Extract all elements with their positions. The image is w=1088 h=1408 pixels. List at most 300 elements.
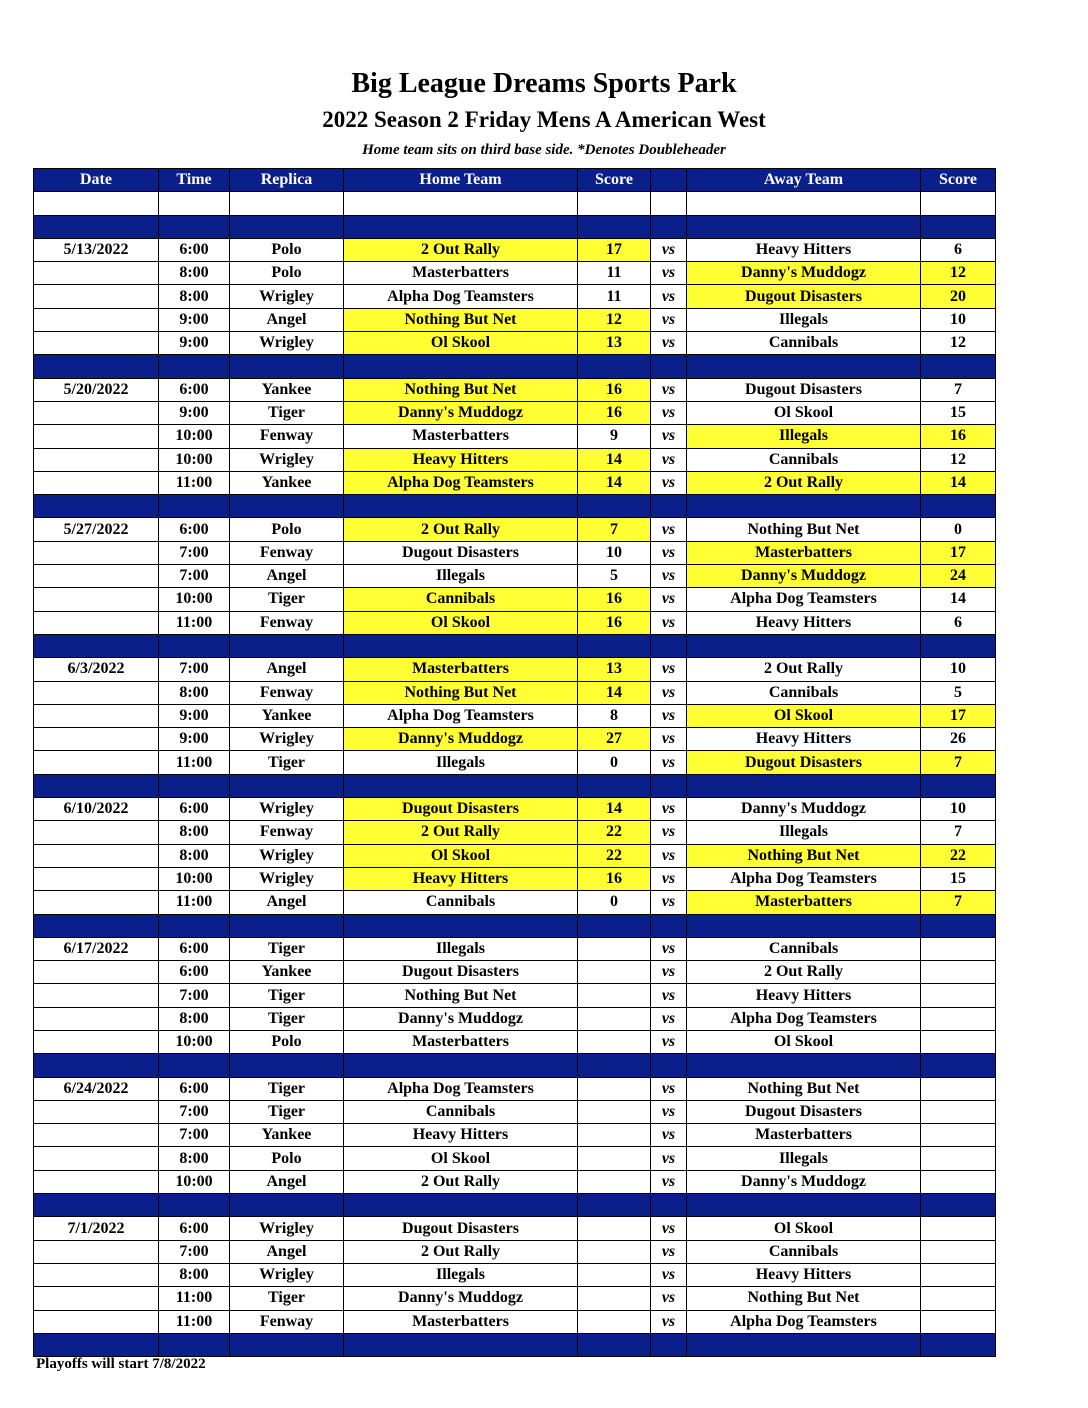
game-replica: Tiger xyxy=(230,1077,344,1100)
game-replica: Wrigley xyxy=(230,285,344,308)
game-replica: Fenway xyxy=(230,425,344,448)
away-score xyxy=(921,1287,996,1310)
col-home-team: Home Team xyxy=(344,169,578,192)
vs-label: vs xyxy=(651,1310,687,1333)
away-team: Illegals xyxy=(687,425,921,448)
game-date xyxy=(34,681,159,704)
away-team: Heavy Hitters xyxy=(687,728,921,751)
band-cell xyxy=(687,355,921,378)
game-row xyxy=(34,1007,996,1030)
home-score: 16 xyxy=(578,867,651,890)
vs-label: vs xyxy=(651,401,687,424)
game-row xyxy=(34,518,996,541)
game-replica: Fenway xyxy=(230,821,344,844)
page-subtitle: 2022 Season 2 Friday Mens A American West xyxy=(322,107,766,132)
away-team: Illegals xyxy=(687,308,921,331)
home-team: Alpha Dog Teamsters xyxy=(344,471,578,494)
home-team: Danny's Muddogz xyxy=(344,1287,578,1310)
vs-label: vs xyxy=(651,238,687,261)
band-cell xyxy=(687,774,921,797)
band-cell xyxy=(159,1054,230,1077)
home-team: Nothing But Net xyxy=(344,681,578,704)
game-replica: Wrigley xyxy=(230,728,344,751)
home-score: 13 xyxy=(578,332,651,355)
vs-label: vs xyxy=(651,541,687,564)
away-score xyxy=(921,1007,996,1030)
game-replica: Polo xyxy=(230,1147,344,1170)
game-row xyxy=(34,681,996,704)
band-cell xyxy=(651,495,687,518)
game-date xyxy=(34,425,159,448)
away-team: Illegals xyxy=(687,1147,921,1170)
game-time: 10:00 xyxy=(159,588,230,611)
game-row xyxy=(34,751,996,774)
away-team: Masterbatters xyxy=(687,541,921,564)
game-date xyxy=(34,1170,159,1193)
game-row xyxy=(34,332,996,355)
vs-label: vs xyxy=(651,285,687,308)
home-team: Dugout Disasters xyxy=(344,961,578,984)
game-replica: Yankee xyxy=(230,378,344,401)
game-row xyxy=(34,401,996,424)
game-time: 9:00 xyxy=(159,728,230,751)
game-time: 11:00 xyxy=(159,611,230,634)
vs-label: vs xyxy=(651,937,687,960)
away-team: Danny's Muddogz xyxy=(687,262,921,285)
game-replica: Polo xyxy=(230,518,344,541)
home-score: 16 xyxy=(578,378,651,401)
blank-cell xyxy=(159,192,230,215)
game-date xyxy=(34,308,159,331)
vs-label: vs xyxy=(651,518,687,541)
game-time: 7:00 xyxy=(159,658,230,681)
away-team: Cannibals xyxy=(687,448,921,471)
game-row xyxy=(34,285,996,308)
home-score: 7 xyxy=(578,518,651,541)
game-date xyxy=(34,844,159,867)
home-team: Danny's Muddogz xyxy=(344,1007,578,1030)
home-team: Danny's Muddogz xyxy=(344,728,578,751)
game-row xyxy=(34,704,996,727)
blank-cell xyxy=(34,192,159,215)
band-cell xyxy=(578,1194,651,1217)
game-row xyxy=(34,1310,996,1333)
vs-label: vs xyxy=(651,821,687,844)
game-time: 8:00 xyxy=(159,844,230,867)
home-team: Dugout Disasters xyxy=(344,1217,578,1240)
separator-band xyxy=(34,215,996,238)
game-row xyxy=(34,1217,996,1240)
away-team: Cannibals xyxy=(687,937,921,960)
col-date: Date xyxy=(34,169,159,192)
band-cell xyxy=(921,774,996,797)
home-team: 2 Out Rally xyxy=(344,1170,578,1193)
col-time: Time xyxy=(159,169,230,192)
away-team: Nothing But Net xyxy=(687,1077,921,1100)
band-cell xyxy=(687,215,921,238)
home-score xyxy=(578,1124,651,1147)
blank-cell xyxy=(578,192,651,215)
home-score: 11 xyxy=(578,285,651,308)
vs-label: vs xyxy=(651,658,687,681)
away-team: Danny's Muddogz xyxy=(687,798,921,821)
band-cell xyxy=(687,914,921,937)
away-team: Illegals xyxy=(687,821,921,844)
game-row xyxy=(34,425,996,448)
game-replica: Angel xyxy=(230,1170,344,1193)
home-team: Masterbatters xyxy=(344,1310,578,1333)
away-score: 14 xyxy=(921,588,996,611)
away-score: 22 xyxy=(921,844,996,867)
home-score: 5 xyxy=(578,565,651,588)
game-time: 9:00 xyxy=(159,704,230,727)
vs-label: vs xyxy=(651,984,687,1007)
game-time: 10:00 xyxy=(159,425,230,448)
band-cell xyxy=(651,1054,687,1077)
vs-label: vs xyxy=(651,1287,687,1310)
band-cell xyxy=(651,1333,687,1356)
home-score xyxy=(578,937,651,960)
home-team: Alpha Dog Teamsters xyxy=(344,704,578,727)
away-score xyxy=(921,1310,996,1333)
band-cell xyxy=(921,215,996,238)
band-cell xyxy=(230,914,344,937)
vs-label: vs xyxy=(651,588,687,611)
game-date xyxy=(34,565,159,588)
band-cell xyxy=(687,1054,921,1077)
vs-label: vs xyxy=(651,751,687,774)
game-row xyxy=(34,262,996,285)
band-cell xyxy=(578,1333,651,1356)
band-cell xyxy=(159,774,230,797)
away-team: Cannibals xyxy=(687,332,921,355)
away-team: 2 Out Rally xyxy=(687,471,921,494)
band-cell xyxy=(578,634,651,657)
home-score xyxy=(578,1287,651,1310)
game-date xyxy=(34,401,159,424)
away-score: 0 xyxy=(921,518,996,541)
band-cell xyxy=(344,774,578,797)
band-cell xyxy=(687,634,921,657)
band-cell xyxy=(34,1054,159,1077)
home-team: Masterbatters xyxy=(344,658,578,681)
game-replica: Tiger xyxy=(230,751,344,774)
away-team: Nothing But Net xyxy=(687,844,921,867)
game-time: 7:00 xyxy=(159,1100,230,1123)
band-cell xyxy=(159,495,230,518)
home-score: 0 xyxy=(578,751,651,774)
game-date xyxy=(34,751,159,774)
vs-label: vs xyxy=(651,1263,687,1286)
band-cell xyxy=(159,634,230,657)
home-team: Heavy Hitters xyxy=(344,867,578,890)
home-score xyxy=(578,961,651,984)
separator-band xyxy=(34,914,996,937)
home-score xyxy=(578,1147,651,1170)
game-replica: Fenway xyxy=(230,1310,344,1333)
game-replica: Wrigley xyxy=(230,844,344,867)
home-score xyxy=(578,1007,651,1030)
home-score: 9 xyxy=(578,425,651,448)
band-cell xyxy=(578,914,651,937)
game-row xyxy=(34,1077,996,1100)
game-row xyxy=(34,728,996,751)
home-score: 22 xyxy=(578,844,651,867)
band-cell xyxy=(230,355,344,378)
away-team: Heavy Hitters xyxy=(687,1263,921,1286)
home-team: Ol Skool xyxy=(344,844,578,867)
vs-label: vs xyxy=(651,1147,687,1170)
game-replica: Polo xyxy=(230,262,344,285)
game-date xyxy=(34,891,159,914)
home-score: 27 xyxy=(578,728,651,751)
col-replica: Replica xyxy=(230,169,344,192)
vs-label: vs xyxy=(651,867,687,890)
page-title: Big League Dreams Sports Park xyxy=(351,68,737,99)
vs-label: vs xyxy=(651,1030,687,1053)
away-score xyxy=(921,1263,996,1286)
game-replica: Angel xyxy=(230,1240,344,1263)
away-team: Nothing But Net xyxy=(687,1287,921,1310)
band-cell xyxy=(34,355,159,378)
vs-label: vs xyxy=(651,1100,687,1123)
game-time: 10:00 xyxy=(159,1170,230,1193)
home-score: 12 xyxy=(578,308,651,331)
game-date xyxy=(34,867,159,890)
game-replica: Fenway xyxy=(230,611,344,634)
vs-label: vs xyxy=(651,425,687,448)
away-team: Danny's Muddogz xyxy=(687,1170,921,1193)
home-score xyxy=(578,1030,651,1053)
game-row xyxy=(34,821,996,844)
home-score: 14 xyxy=(578,448,651,471)
game-row xyxy=(34,1030,996,1053)
band-cell xyxy=(921,1194,996,1217)
home-team: Nothing But Net xyxy=(344,378,578,401)
away-score: 7 xyxy=(921,378,996,401)
col-home-score: Score xyxy=(578,169,651,192)
game-row xyxy=(34,541,996,564)
away-team: Alpha Dog Teamsters xyxy=(687,867,921,890)
away-score: 12 xyxy=(921,448,996,471)
home-team: Alpha Dog Teamsters xyxy=(344,285,578,308)
away-team: Cannibals xyxy=(687,1240,921,1263)
band-cell xyxy=(230,1333,344,1356)
blank-cell xyxy=(344,192,578,215)
home-score: 14 xyxy=(578,681,651,704)
home-score: 17 xyxy=(578,238,651,261)
away-score xyxy=(921,937,996,960)
band-cell xyxy=(344,914,578,937)
band-cell xyxy=(651,355,687,378)
game-time: 9:00 xyxy=(159,332,230,355)
home-team: Nothing But Net xyxy=(344,984,578,1007)
home-score: 13 xyxy=(578,658,651,681)
game-replica: Tiger xyxy=(230,1100,344,1123)
home-score: 14 xyxy=(578,471,651,494)
band-cell xyxy=(344,215,578,238)
away-score xyxy=(921,1077,996,1100)
schedule-body xyxy=(34,192,996,1357)
game-time: 11:00 xyxy=(159,1287,230,1310)
away-team: Dugout Disasters xyxy=(687,378,921,401)
home-score xyxy=(578,1170,651,1193)
separator-band xyxy=(34,1054,996,1077)
col-away-team: Away Team xyxy=(687,169,921,192)
away-score: 14 xyxy=(921,471,996,494)
away-score: 7 xyxy=(921,891,996,914)
game-date xyxy=(34,704,159,727)
band-cell xyxy=(687,1194,921,1217)
band-cell xyxy=(921,495,996,518)
away-team: Dugout Disasters xyxy=(687,285,921,308)
home-team: Heavy Hitters xyxy=(344,448,578,471)
band-cell xyxy=(159,215,230,238)
band-cell xyxy=(34,914,159,937)
away-score: 10 xyxy=(921,658,996,681)
game-row xyxy=(34,1147,996,1170)
vs-label: vs xyxy=(651,704,687,727)
home-team: Cannibals xyxy=(344,891,578,914)
away-score: 12 xyxy=(921,332,996,355)
game-time: 6:00 xyxy=(159,798,230,821)
band-cell xyxy=(34,495,159,518)
game-replica: Wrigley xyxy=(230,448,344,471)
away-score xyxy=(921,1240,996,1263)
away-score xyxy=(921,1147,996,1170)
away-score: 6 xyxy=(921,238,996,261)
blank-row xyxy=(34,192,996,215)
game-replica: Tiger xyxy=(230,588,344,611)
game-time: 7:00 xyxy=(159,984,230,1007)
game-replica: Yankee xyxy=(230,1124,344,1147)
game-date xyxy=(34,285,159,308)
home-team: 2 Out Rally xyxy=(344,1240,578,1263)
game-date: 6/17/2022 xyxy=(34,937,159,960)
game-date xyxy=(34,588,159,611)
band-cell xyxy=(230,1054,344,1077)
away-score: 10 xyxy=(921,798,996,821)
band-cell xyxy=(921,355,996,378)
home-team: Cannibals xyxy=(344,588,578,611)
vs-label: vs xyxy=(651,378,687,401)
home-team: Cannibals xyxy=(344,1100,578,1123)
game-row xyxy=(34,448,996,471)
game-row xyxy=(34,378,996,401)
away-score: 17 xyxy=(921,704,996,727)
game-time: 6:00 xyxy=(159,378,230,401)
vs-label: vs xyxy=(651,1124,687,1147)
blank-cell xyxy=(687,192,921,215)
game-date: 6/24/2022 xyxy=(34,1077,159,1100)
game-time: 10:00 xyxy=(159,1030,230,1053)
game-date xyxy=(34,332,159,355)
game-row xyxy=(34,471,996,494)
game-replica: Polo xyxy=(230,238,344,261)
blank-cell xyxy=(230,192,344,215)
game-replica: Tiger xyxy=(230,937,344,960)
home-score: 16 xyxy=(578,611,651,634)
away-score: 15 xyxy=(921,401,996,424)
away-score xyxy=(921,1030,996,1053)
home-score: 0 xyxy=(578,891,651,914)
away-team: 2 Out Rally xyxy=(687,658,921,681)
band-cell xyxy=(34,1194,159,1217)
game-time: 6:00 xyxy=(159,961,230,984)
game-time: 10:00 xyxy=(159,867,230,890)
game-time: 8:00 xyxy=(159,285,230,308)
away-score: 7 xyxy=(921,821,996,844)
game-time: 8:00 xyxy=(159,1263,230,1286)
game-replica: Tiger xyxy=(230,984,344,1007)
vs-label: vs xyxy=(651,1170,687,1193)
game-replica: Wrigley xyxy=(230,332,344,355)
vs-label: vs xyxy=(651,308,687,331)
game-date xyxy=(34,728,159,751)
away-team: 2 Out Rally xyxy=(687,961,921,984)
band-cell xyxy=(578,774,651,797)
game-date: 5/27/2022 xyxy=(34,518,159,541)
away-team: Masterbatters xyxy=(687,1124,921,1147)
band-cell xyxy=(651,914,687,937)
home-score: 14 xyxy=(578,798,651,821)
game-replica: Wrigley xyxy=(230,867,344,890)
col-away-score: Score xyxy=(921,169,996,192)
band-cell xyxy=(230,774,344,797)
home-score xyxy=(578,1240,651,1263)
band-cell xyxy=(921,634,996,657)
away-score: 16 xyxy=(921,425,996,448)
band-cell xyxy=(921,914,996,937)
home-team: Masterbatters xyxy=(344,262,578,285)
game-date: 5/20/2022 xyxy=(34,378,159,401)
home-team: Masterbatters xyxy=(344,425,578,448)
band-cell xyxy=(34,1333,159,1356)
band-cell xyxy=(921,1333,996,1356)
game-date xyxy=(34,541,159,564)
away-score: 15 xyxy=(921,867,996,890)
band-cell xyxy=(230,215,344,238)
band-cell xyxy=(651,774,687,797)
game-replica: Yankee xyxy=(230,704,344,727)
away-score xyxy=(921,1100,996,1123)
away-score: 12 xyxy=(921,262,996,285)
game-row xyxy=(34,1263,996,1286)
home-team: Dugout Disasters xyxy=(344,541,578,564)
separator-band xyxy=(34,495,996,518)
game-date xyxy=(34,1147,159,1170)
band-cell xyxy=(34,634,159,657)
band-cell xyxy=(578,215,651,238)
game-row xyxy=(34,961,996,984)
home-team: Masterbatters xyxy=(344,1030,578,1053)
header-row xyxy=(34,169,996,192)
game-time: 6:00 xyxy=(159,1077,230,1100)
home-team: Dugout Disasters xyxy=(344,798,578,821)
game-replica: Angel xyxy=(230,891,344,914)
vs-label: vs xyxy=(651,565,687,588)
game-replica: Wrigley xyxy=(230,1217,344,1240)
away-team: Nothing But Net xyxy=(687,518,921,541)
game-date: 6/3/2022 xyxy=(34,658,159,681)
band-cell xyxy=(687,495,921,518)
band-cell xyxy=(578,1054,651,1077)
footer-note: Playoffs will start 7/8/2022 xyxy=(36,1356,206,1372)
game-replica: Tiger xyxy=(230,1007,344,1030)
vs-label: vs xyxy=(651,1217,687,1240)
game-date xyxy=(34,471,159,494)
game-replica: Tiger xyxy=(230,1287,344,1310)
